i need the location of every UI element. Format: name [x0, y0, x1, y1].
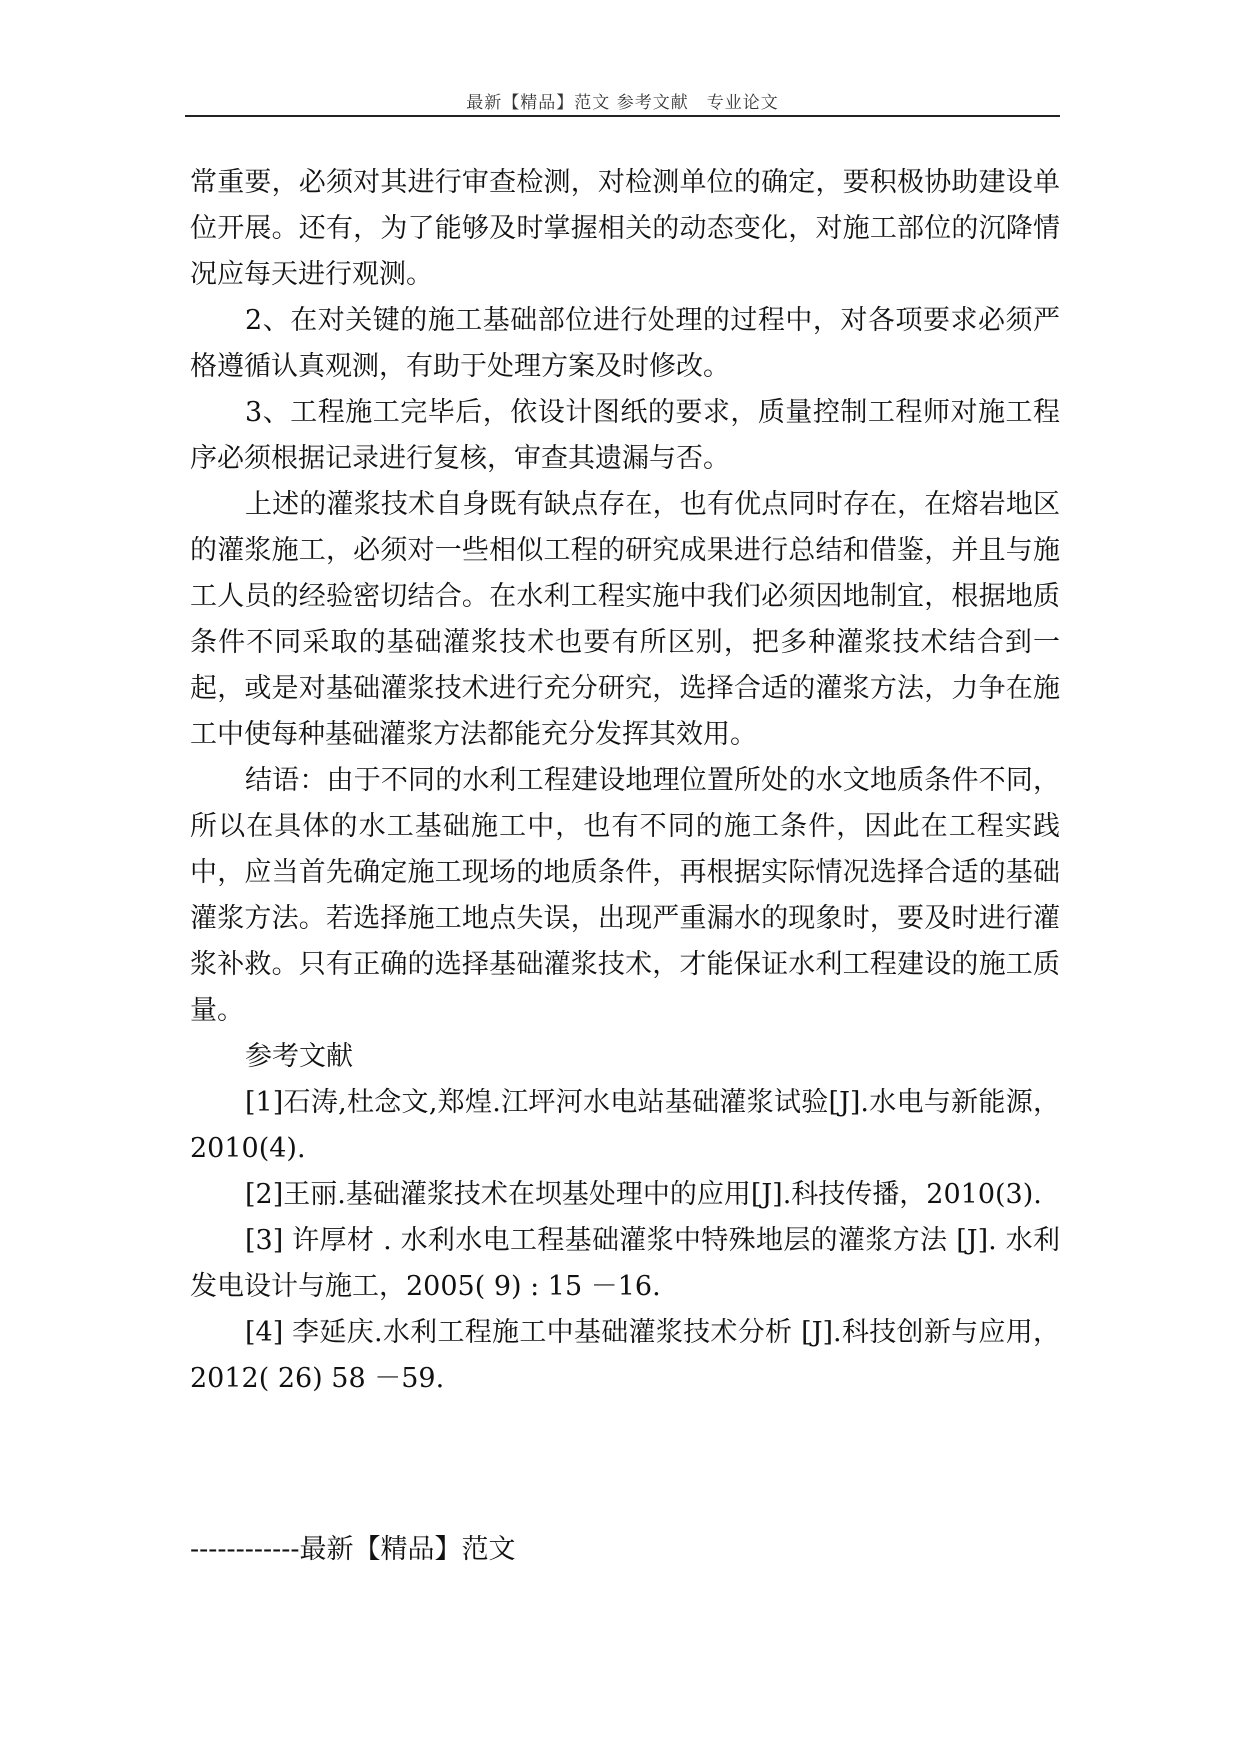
paragraph-continuation: 常重要，必须对其进行审查检测，对检测单位的确定，要积极协助建设单位开展。还有，为了能够及时掌握相关的动态变化，对施工部位的沉降情况应每天进行观测。 — [190, 167, 1060, 290]
paragraph-summary: 上述的灌浆技术自身既有缺点存在，也有优点同时存在，在熔岩地区的灌浆施工，必须对一些相似工程的研究成果进行总结和借鉴，并且与施工人员的经验密切结合。在水利工程实施中我们必须因地制宜，根据地质条件不同采取的基础灌浆技术也要有所区别，把多种灌浆技术结合到一起，或是对基础灌浆技术进行充分研究，选择合适的灌浆方法，力争在施工中使每种基础灌浆方法都能充分发挥其效用。 — [190, 489, 1060, 750]
page-header: 最新【精品】范文 参考文献 专业论文 — [466, 93, 779, 113]
paragraph-item-3: 3、工程施工完毕后，依设计图纸的要求，质量控制工程师对施工程序必须根据记录进行复核，审查其遗漏与否。 — [190, 397, 1060, 474]
reference-item-3: [3] 许厚材 . 水利水电工程基础灌浆中特殊地层的灌浆方法 [J]. 水利发电设计与施工，2005( 9) : 15 －16. — [190, 1225, 1060, 1302]
paragraph-item-2: 2、在对关键的施工基础部位进行处理的过程中，对各项要求必须严格遵循认真观测，有助于处理方案及时修改。 — [190, 305, 1060, 382]
reference-item-2: [2]王丽.基础灌浆技术在坝基处理中的应用[J].科技传播，2010(3). — [245, 1179, 1042, 1210]
page-footer: ------------最新【精品】范文 — [190, 1534, 516, 1565]
references-heading: 参考文献 — [245, 1041, 353, 1072]
references-section — [190, 1034, 1060, 1402]
reference-item-4: [4] 李延庆.水利工程施工中基础灌浆技术分析 [J].科技创新与应用，2012( 26) 58 －59. — [190, 1317, 1060, 1394]
reference-item-1: [1]石涛,杜念文,郑煌.江坪河水电站基础灌浆试验[J].水电与新能源，2010(4). — [190, 1087, 1060, 1164]
header-divider — [185, 115, 1060, 117]
paragraph-conclusion: 结语：由于不同的水利工程建设地理位置所处的水文地质条件不同，所以在具体的水工基础施工中，也有不同的施工条件，因此在工程实践中，应当首先确定施工现场的地质条件，再根据实际情况选择合适的基础灌浆方法。若选择施工地点失误，出现严重漏水的现象时，要及时进行灌浆补救。只有正确的选择基础灌浆技术，才能保证水利工程建设的施工质量。 — [190, 765, 1060, 1026]
document-body — [190, 160, 1060, 1402]
